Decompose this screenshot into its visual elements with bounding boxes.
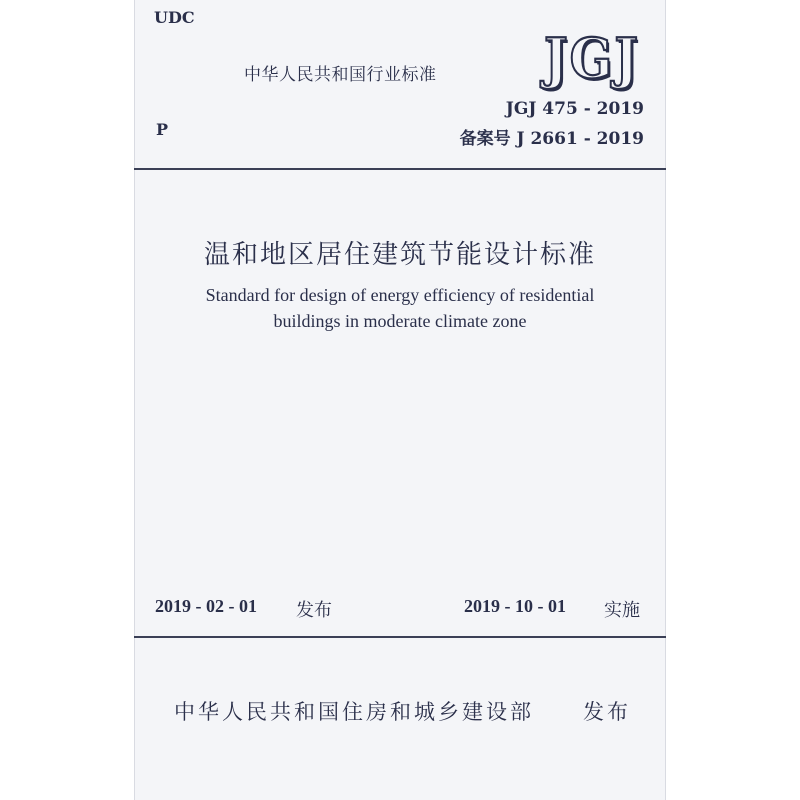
jgj-logo: JGJ bbox=[544, 26, 641, 91]
document-cover bbox=[134, 0, 666, 800]
title-english-line-2: buildings in moderate climate zone bbox=[273, 311, 527, 331]
issue-date: 2019 - 02 - 01 bbox=[155, 596, 257, 616]
standard-code: JGJ 475 - 2019 bbox=[505, 99, 644, 119]
record-number: 备案号 J 2661 - 2019 bbox=[459, 129, 644, 149]
publish-label: 发布 bbox=[583, 700, 631, 724]
publisher-name: 中华人民共和国住房和城乡建设部 bbox=[174, 700, 534, 724]
title-english-line-1: Standard for design of energy efficiency of residential bbox=[205, 285, 595, 305]
implement-label: 实施 bbox=[604, 600, 640, 621]
bottom-divider bbox=[134, 636, 666, 638]
title-chinese: 温和地区居住建筑节能设计标准 bbox=[203, 240, 596, 270]
issue-label: 发布 bbox=[296, 600, 332, 621]
implement-date: 2019 - 10 - 01 bbox=[464, 596, 566, 616]
title-english bbox=[0, 282, 800, 334]
classification-label: P bbox=[156, 120, 169, 139]
top-divider bbox=[134, 168, 666, 170]
udc-label: UDC bbox=[154, 8, 195, 27]
industry-standard-label: 中华人民共和国行业标准 bbox=[244, 65, 437, 85]
